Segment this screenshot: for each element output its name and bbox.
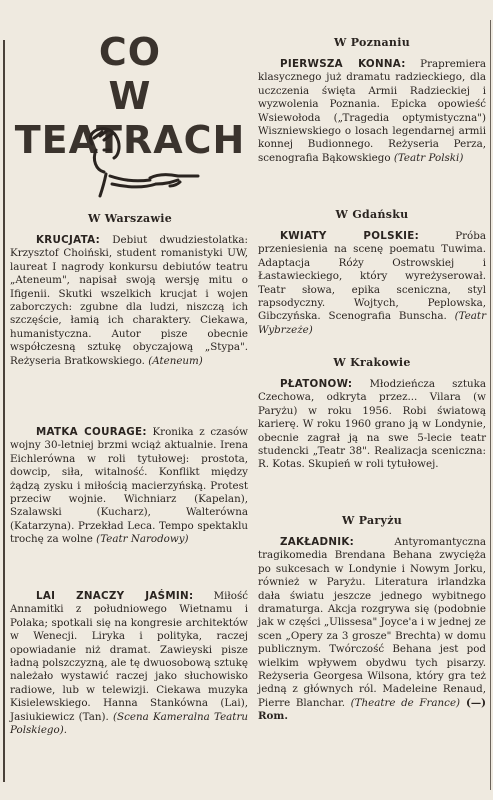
city-heading-warszawa: W Warszawie [87, 212, 173, 225]
review-venue: (Teatr Polski) [393, 151, 464, 164]
pointing-hand-illustration [74, 120, 204, 200]
review-platonow [258, 378, 486, 472]
review-title: MATKA COURAGE: [36, 426, 147, 438]
review-title: ZAKŁADNIK: [280, 536, 355, 548]
review-title: LAI ZNACZY JAŚMIN: [36, 590, 194, 602]
city-heading-gdansk: W Gdańsku [335, 208, 409, 221]
review-venue: (Teatr Narodowy) [96, 533, 189, 546]
review-title: KRUCJATA: [36, 234, 101, 246]
review-matka-courage [10, 426, 248, 547]
review-venue: (Theatre de France) [350, 696, 461, 709]
review-body: Prapremiera klasycznego już dramatu radzieckiego, dla uczczenia święta Armii Radzieckiej i wyzwolenia Poznania. Epicka opowieść Wsiewołoda („Tragedia optymistyczna") Wiszniewskiego o losach legendarnej armii konnej Budionnego. Reżyseria Perza, scenografia Bąkowskiego [258, 58, 486, 164]
review-title: PŁATONOW: [280, 378, 353, 390]
city-heading-paryz: W Paryżu [341, 514, 403, 527]
title-line-2: W TEATRACH [14, 74, 246, 162]
review-pierwsza-konna [258, 58, 486, 165]
review-body: Debiut dwudziestolatka: Krzysztof Choiński, student romanistyki UW, laureat I nagrody konkursu debiutów teatru „Ateneum", napisał swoją wersję mitu o Ifigenii. Skutki wszelkich krucjat i wojen zaborczych: zgubne dla ludzi, niszczą ich szczęście, łamią ich charaktery. Ciekawa, humanistyczna. Autor pisze obecnie współczesną sztukę obyczajową „Stypa". Reżyseria Bratkowskiego. [10, 234, 248, 367]
right-border-rule [490, 20, 491, 790]
review-body: Młodzieńcza sztuka Czechowa, odkryta przez... Vilara (w Paryżu) w roku 1956. Robi światową karierę. W roku 1960 grano ją w Londynie, obecnie zagrał ją na swe 5-lecie teatr studencki „Teatr 38". Realizacja sceniczna: R. Kotas. Skupień w roli tytułowej. [258, 378, 486, 471]
author-signature: (—) Rom. [258, 696, 486, 723]
review-venue: (Ateneum) [148, 354, 203, 367]
left-border-rule [3, 40, 5, 782]
title-line-1: CO [98, 30, 162, 74]
review-venue: (Scena Kameralna Teatru Polskiego). [10, 710, 248, 737]
review-lai-znaczy-jasmin [10, 590, 248, 737]
review-body: Miłość Annamitki z południowego Wietnamu i Polaka; spotkali się na kongresie architektów w Wenecji. Liryka i polityka, raczej opowiadanie niż dramat. Zawieyski pisze ładną polszczyzną, ale tę dwuosobową sztukę należało wystawić raczej jako słuchowisko radiowe, lub w telewizji. Ciekawa muzyka Kisielewskiego. Hanna Stankówna (Lai), Jasiukiewicz (Tan). [10, 590, 248, 723]
review-title: KWIATY POLSKIE: [280, 230, 420, 242]
review-body: Kronika z czasów wojny 30-letniej brzmi wciąż aktualnie. Irena Eichlerówna w roli tytułowej: prostota, dowcip, siła, witalność. Konflikt między żądzą zysku i miłością macierzyńską. Protest przeciw wojnie. Wichniarz (Kapelan), Szalawski (Kucharz), Walterówna (Katarzyna). Przekład Leca. Tempo spektaklu trochę za wolne [10, 426, 248, 546]
review-zakladnik [258, 536, 486, 724]
review-venue: (Teatr Wybrzeże) [258, 310, 486, 336]
review-body: Antyromantyczna tragikomedia Brendana Behana zwycięża po sukcesach w Londynie i Nowym Jorku, również w Paryżu. Literatura irlandzka dała światu jeszcze jednego wybitnego dramaturga. Akcja rozgrywa się (podobnie jak w części „Ulissesa" Joyce'a i w jednej ze scen „Opery za 3 grosze" Brechta) w domu publicznym. Twórczość Behana jest pod wielkim wpływem obydwu tych pisarzy. Reżyseria Georgesa Wilsona, który gra też jedną z głównych ról. Madeleine Renaud, Pierre Blanchar. [258, 536, 487, 709]
review-krucjata [10, 234, 248, 368]
city-heading-poznan: W Poznaniu [333, 36, 411, 49]
city-heading-krakow: W Krakowie [333, 356, 411, 369]
review-title: PIERWSZA KONNA: [280, 58, 406, 70]
review-body: Próba przeniesienia na scenę poematu Tuwima. Adaptacja Róży Ostrowskiej i Łastawieckiego, który wyreżyserował. Teatr słowa, epika sceniczna, styl rapsodyczny. Wojtych, Peplowska, Gibczyńska. Scenografia Bunscha. [258, 230, 486, 323]
review-kwiaty-polskie [258, 230, 486, 337]
